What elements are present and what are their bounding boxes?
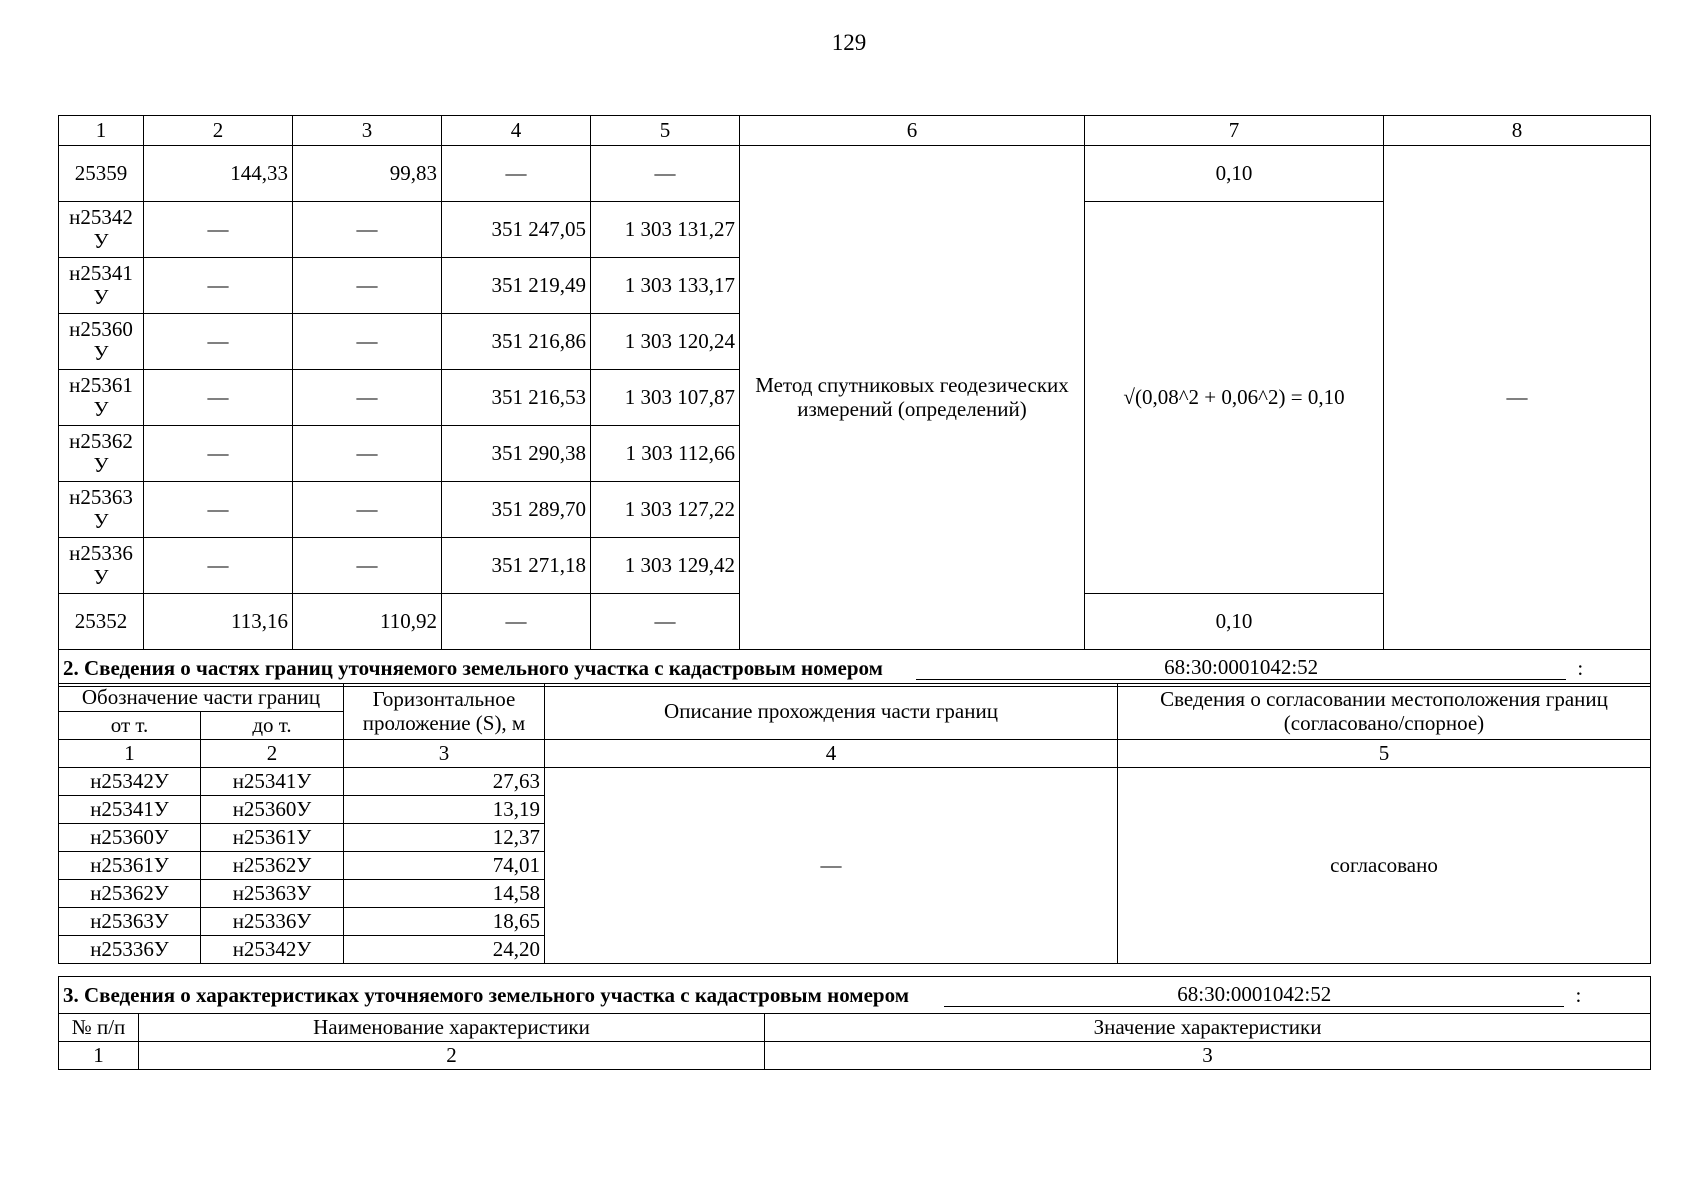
cell-value: — <box>144 258 293 314</box>
point-name: н25360 У <box>59 314 144 370</box>
section2-title: 2. Сведения о частях границ уточняемого земельного участка с кадастровым номером <box>63 655 883 680</box>
cell-value: 351 216,86 <box>442 314 591 370</box>
horizontal-value: 13,19 <box>344 796 545 824</box>
col-header: 3 <box>293 116 442 146</box>
from-point: н25363У <box>59 908 201 936</box>
from-point: н25360У <box>59 824 201 852</box>
cell-value: — <box>293 426 442 482</box>
point-name: н25361 У <box>59 370 144 426</box>
horizontal-value: 18,65 <box>344 908 545 936</box>
cell-value: — <box>293 314 442 370</box>
cell-value: — <box>293 370 442 426</box>
parts-number-row <box>59 740 1651 768</box>
characteristics-number-row <box>59 1042 1651 1070</box>
col-number: 1 <box>59 1042 139 1070</box>
from-point: н25341У <box>59 796 201 824</box>
cell-value: 351 216,53 <box>442 370 591 426</box>
col-number: 5 <box>1118 740 1651 768</box>
col-number: 2 <box>139 1042 765 1070</box>
cell-value: — <box>144 314 293 370</box>
cell-value: — <box>144 202 293 258</box>
point-name: 25359 <box>59 146 144 202</box>
section3-title-row <box>59 977 1651 1014</box>
cell-value: 144,33 <box>144 146 293 202</box>
from-point: н25336У <box>59 936 201 964</box>
coordinates-table <box>58 115 1651 687</box>
horizontal-value: 12,37 <box>344 824 545 852</box>
cell-value: — <box>293 538 442 594</box>
cell-value: — <box>144 482 293 538</box>
horizontal-value: 24,20 <box>344 936 545 964</box>
cell-value: 351 247,05 <box>442 202 591 258</box>
section3-title: 3. Сведения о характеристиках уточняемого земельного участка с кадастровым номером <box>63 982 910 1007</box>
horizontal-header: Горизонтальное проложение (S), м <box>344 684 545 740</box>
cell-value: — <box>591 146 740 202</box>
name-header: Наименование характеристики <box>139 1014 765 1042</box>
to-point: н25336У <box>201 908 344 936</box>
section3-title-cell <box>59 977 1651 1014</box>
from-point: н25361У <box>59 852 201 880</box>
col-header: 4 <box>442 116 591 146</box>
designation-header: Обозначение части границ <box>59 684 344 712</box>
parts-header-row <box>59 684 1651 712</box>
description-header: Описание прохождения части границ <box>545 684 1118 740</box>
table-row <box>59 768 1651 796</box>
point-name: 25352 <box>59 594 144 650</box>
cell-value: — <box>442 146 591 202</box>
to-point: н25362У <box>201 852 344 880</box>
characteristics-table <box>58 976 1651 1070</box>
cell-value: — <box>442 594 591 650</box>
cell-value: — <box>144 370 293 426</box>
value-header: Значение характеристики <box>765 1014 1651 1042</box>
cell-value: 1 303 112,66 <box>591 426 740 482</box>
cell-value: 351 289,70 <box>442 482 591 538</box>
point-name: н25336 У <box>59 538 144 594</box>
accuracy-bottom: 0,10 <box>1085 594 1384 650</box>
from-point: н25362У <box>59 880 201 908</box>
accuracy-top: 0,10 <box>1085 146 1384 202</box>
num-header: № п/п <box>59 1014 139 1042</box>
cell-value: 110,92 <box>293 594 442 650</box>
col-header: 6 <box>740 116 1085 146</box>
point-name: н25363 У <box>59 482 144 538</box>
horizontal-value: 74,01 <box>344 852 545 880</box>
col-number: 1 <box>59 740 201 768</box>
col-header: 2 <box>144 116 293 146</box>
page-number: 129 <box>831 30 867 55</box>
cell-value: 1 303 127,22 <box>591 482 740 538</box>
point-name: н25342 У <box>59 202 144 258</box>
section3-cadastral: 68:30:0001042:52 <box>944 983 1564 1007</box>
cell-value: — <box>591 594 740 650</box>
table-row <box>59 146 1651 202</box>
section3-colon: : <box>1575 982 1582 1007</box>
col-number: 2 <box>201 740 344 768</box>
col-number: 3 <box>344 740 545 768</box>
cell-value: — <box>144 426 293 482</box>
cell-value: 1 303 133,17 <box>591 258 740 314</box>
col-header: 5 <box>591 116 740 146</box>
horizontal-value: 27,63 <box>344 768 545 796</box>
from-point: н25342У <box>59 768 201 796</box>
description-value: — <box>545 768 1118 964</box>
point-name: н25362 У <box>59 426 144 482</box>
col-header: 8 <box>1384 116 1651 146</box>
cell-value: 351 271,18 <box>442 538 591 594</box>
cell-value: 1 303 120,24 <box>591 314 740 370</box>
to-point: н25360У <box>201 796 344 824</box>
cell-value: 113,16 <box>144 594 293 650</box>
col-number: 3 <box>765 1042 1651 1070</box>
from-header: от т. <box>59 712 201 740</box>
accuracy-formula: √(0,08^2 + 0,06^2) = 0,10 <box>1085 202 1384 594</box>
cell-value: 99,83 <box>293 146 442 202</box>
col-header: 1 <box>59 116 144 146</box>
agreement-value: согласовано <box>1118 768 1651 964</box>
cell-value: — <box>293 258 442 314</box>
horizontal-value: 14,58 <box>344 880 545 908</box>
agreement-header: Сведения о согласовании местоположения границ (согласовано/спорное) <box>1118 684 1651 740</box>
to-point: н25363У <box>201 880 344 908</box>
boundary-parts-table <box>58 683 1651 964</box>
section2-title-row <box>59 650 1651 687</box>
section2-colon: : <box>1577 655 1584 680</box>
cell-value: 351 219,49 <box>442 258 591 314</box>
cell-value: — <box>293 202 442 258</box>
cell-value: 1 303 107,87 <box>591 370 740 426</box>
cell-value: — <box>293 482 442 538</box>
header-row <box>59 116 1651 146</box>
cell-value: — <box>144 538 293 594</box>
col-number: 4 <box>545 740 1118 768</box>
section2-cadastral: 68:30:0001042:52 <box>916 656 1566 680</box>
to-header: до т. <box>201 712 344 740</box>
characteristics-header-row <box>59 1014 1651 1042</box>
cell-value: 1 303 129,42 <box>591 538 740 594</box>
to-point: н25361У <box>201 824 344 852</box>
point-name: н25341 У <box>59 258 144 314</box>
method-cell: Метод спутниковых геодезических измерений (определений) <box>740 146 1085 650</box>
to-point: н25342У <box>201 936 344 964</box>
to-point: н25341У <box>201 768 344 796</box>
cell-value: 1 303 131,27 <box>591 202 740 258</box>
section2-title-cell <box>59 650 1651 687</box>
cell-value: 351 290,38 <box>442 426 591 482</box>
col8-value: — <box>1384 146 1651 650</box>
col-header: 7 <box>1085 116 1384 146</box>
